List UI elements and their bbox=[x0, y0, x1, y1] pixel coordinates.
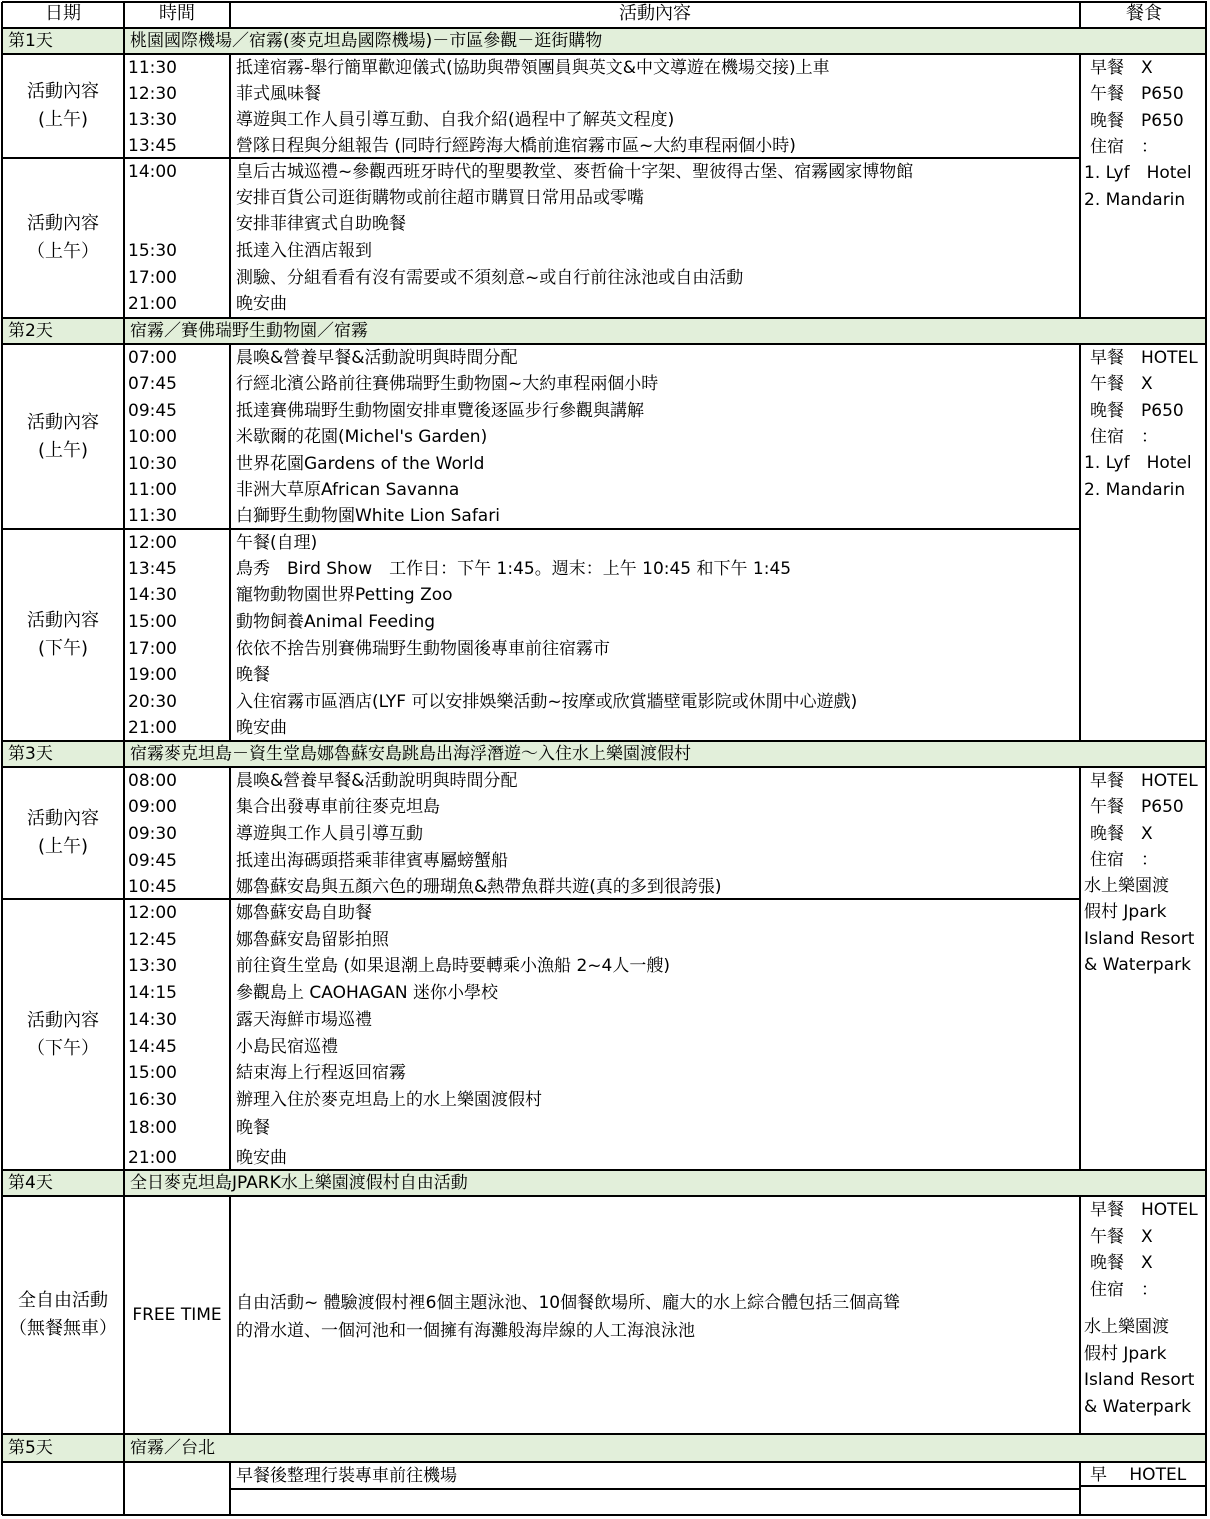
schedule-activity: 菲式風味餐 bbox=[236, 84, 321, 104]
block-label: 活動內容 (上午) bbox=[27, 412, 99, 461]
column-line bbox=[229, 344, 231, 741]
column-line bbox=[123, 54, 125, 318]
column-line bbox=[1205, 1462, 1207, 1515]
schedule-activity: 參觀島上 CAOHAGAN 迷你小學校 bbox=[236, 983, 499, 1003]
grid-line bbox=[1205, 741, 1207, 767]
schedule-activity: 前往資生堂島 (如果退潮上島時要轉乘小漁船 2~4人一艘) bbox=[236, 956, 670, 976]
meal-entry: 晚餐 X bbox=[1090, 824, 1153, 844]
meal-entry: 午餐 X bbox=[1090, 1227, 1153, 1247]
meal-entry: 1. Lyf Hotel bbox=[1084, 453, 1192, 473]
schedule-activity: 娜魯蘇安島自助餐 bbox=[236, 903, 372, 923]
day-label: 第2天 bbox=[8, 321, 53, 341]
schedule-time: 12:45 bbox=[128, 930, 177, 950]
schedule-time: 19:00 bbox=[128, 665, 177, 685]
column-line bbox=[1, 54, 3, 318]
header-column-line bbox=[1, 2, 3, 28]
column-line bbox=[1079, 767, 1081, 1170]
meal-entry: 早 HOTEL bbox=[1090, 1465, 1187, 1485]
column-line bbox=[1, 767, 3, 1170]
schedule-time: 09:45 bbox=[128, 851, 177, 871]
schedule-time: 21:00 bbox=[128, 1148, 177, 1168]
schedule-time: 11:30 bbox=[128, 58, 177, 78]
header-column-line bbox=[1205, 2, 1207, 28]
schedule-time: 20:30 bbox=[128, 692, 177, 712]
schedule-activity: 辦理入住於麥克坦島上的水上樂園渡假村 bbox=[236, 1090, 542, 1110]
meal-entry: 住宿 ： bbox=[1090, 137, 1158, 157]
schedule-activity: 集合出發專車前往麥克坦島 bbox=[236, 797, 440, 817]
schedule-activity: 小島民宿巡禮 bbox=[236, 1037, 338, 1057]
grid-line bbox=[1205, 1434, 1207, 1462]
meal-entry: 2. Mandarin bbox=[1084, 480, 1186, 500]
column-line bbox=[123, 344, 125, 741]
grid-line bbox=[1205, 28, 1207, 54]
day-label: 第5天 bbox=[8, 1438, 53, 1458]
block-label: 活動內容 (上午) bbox=[27, 81, 99, 130]
meal-entry: 早餐 HOTEL bbox=[1090, 771, 1198, 791]
column-line bbox=[229, 767, 231, 1170]
schedule-activity: 營隊日程與分組報告 (同時行經跨海大橋前進宿霧市區~大約車程兩個小時) bbox=[236, 136, 796, 156]
schedule-time: 11:30 bbox=[128, 506, 177, 526]
grid-line bbox=[123, 741, 125, 767]
schedule-activity: 鳥秀 Bird Show 工作日：下午 1:45。週末：上午 10:45 和下午 1:45 bbox=[236, 559, 792, 579]
schedule-time: 11:00 bbox=[128, 480, 177, 500]
schedule-activity: 依依不捨告別賽佛瑞野生動物園後專車前往宿霧市 bbox=[236, 639, 610, 659]
schedule-activity: 非洲大草原African Savanna bbox=[236, 480, 460, 500]
grid-line bbox=[1205, 318, 1207, 344]
header-meals: 餐食 bbox=[1126, 3, 1162, 24]
day-title: 宿霧／台北 bbox=[130, 1438, 215, 1458]
schedule-time: 15:00 bbox=[128, 1063, 177, 1083]
meal-entry: & Waterpark bbox=[1084, 955, 1191, 975]
meal-entry: 假村 Jpark bbox=[1084, 1344, 1167, 1364]
meal-entry: & Waterpark bbox=[1084, 1397, 1191, 1417]
meal-entry: 1. Lyf Hotel bbox=[1084, 163, 1192, 183]
grid-line bbox=[123, 318, 125, 344]
meal-entry: 早餐 HOTEL bbox=[1090, 1200, 1198, 1220]
schedule-activity: 自由活動~ 體驗渡假村裡6個主題泳池、10個餐飲場所、龐大的水上綜合體包括三個高聳 bbox=[236, 1293, 901, 1313]
day-title: 全日麥克坦島JPARK水上樂園渡假村自由活動 bbox=[130, 1173, 468, 1193]
column-line bbox=[123, 1196, 125, 1434]
meal-entry: Island Resort bbox=[1084, 929, 1195, 949]
schedule-time: 14:00 bbox=[128, 162, 177, 182]
day-title: 桃園國際機場／宿霧(麥克坦島國際機場)－市區參觀－逛街購物 bbox=[130, 31, 603, 51]
schedule-activity: 晨喚&營養早餐&活動說明與時間分配 bbox=[236, 771, 518, 791]
schedule-time: 13:30 bbox=[128, 110, 177, 130]
column-line bbox=[123, 1462, 125, 1515]
meal-entry: 早餐 HOTEL bbox=[1090, 348, 1198, 368]
schedule-activity: 娜魯蘇安島與五顏六色的珊瑚魚&熱帶魚群共遊(真的多到很誇張) bbox=[236, 877, 722, 897]
grid-line bbox=[123, 1170, 125, 1196]
block-label: 活動內容 （下午） bbox=[27, 1010, 99, 1059]
schedule-time: 10:45 bbox=[128, 877, 177, 897]
day-label: 第4天 bbox=[8, 1173, 53, 1193]
schedule-time: 07:00 bbox=[128, 348, 177, 368]
column-line bbox=[229, 1196, 231, 1434]
meal-entry: 水上樂園渡 bbox=[1084, 1317, 1169, 1337]
schedule-time: 14:45 bbox=[128, 1037, 177, 1057]
column-line bbox=[1, 1462, 3, 1515]
meal-entry: 早餐 X bbox=[1090, 58, 1153, 78]
meal-entry: 晚餐 P650 bbox=[1090, 401, 1184, 421]
table-top-border bbox=[2, 1, 1207, 3]
column-line bbox=[1, 344, 3, 741]
header-time: 時間 bbox=[159, 3, 195, 24]
schedule-time: 15:00 bbox=[128, 612, 177, 632]
schedule-time: 07:45 bbox=[128, 374, 177, 394]
schedule-activity: 晚餐 bbox=[236, 665, 270, 685]
schedule-time: 12:00 bbox=[128, 903, 177, 923]
meal-entry: 住宿 ： bbox=[1090, 850, 1158, 870]
header-date: 日期 bbox=[45, 3, 81, 24]
schedule-activity: 娜魯蘇安島留影拍照 bbox=[236, 930, 389, 950]
day-label: 第3天 bbox=[8, 744, 53, 764]
header-column-line bbox=[1079, 2, 1081, 28]
header-column-line bbox=[229, 2, 231, 28]
meal-entry: 住宿 ： bbox=[1090, 427, 1158, 447]
schedule-activity: 寵物動物園世界Petting Zoo bbox=[236, 585, 453, 605]
schedule-activity: 午餐(自理) bbox=[236, 533, 318, 553]
header-column-line bbox=[123, 2, 125, 28]
schedule-time: 09:45 bbox=[128, 401, 177, 421]
column-line bbox=[1, 1196, 3, 1434]
column-line bbox=[1205, 767, 1207, 1170]
grid-line bbox=[123, 1434, 125, 1462]
header-activity: 活動內容 bbox=[619, 3, 691, 24]
schedule-activity: 結束海上行程返回宿霧 bbox=[236, 1063, 406, 1083]
meal-entry: 假村 Jpark bbox=[1084, 902, 1167, 922]
schedule-time: 21:00 bbox=[128, 718, 177, 738]
block-label: 活動內容 (下午) bbox=[27, 610, 99, 659]
schedule-activity: 導遊與工作人員引導互動 bbox=[236, 824, 423, 844]
schedule-time: 14:30 bbox=[128, 1010, 177, 1030]
schedule-time: 13:45 bbox=[128, 136, 177, 156]
day-label: 第1天 bbox=[8, 31, 53, 51]
schedule-activity: 米歇爾的花園(Michel's Garden) bbox=[236, 427, 488, 447]
grid-line bbox=[1, 1170, 3, 1196]
meal-entry: 午餐 X bbox=[1090, 374, 1153, 394]
column-line bbox=[1205, 54, 1207, 318]
schedule-activity: 白獅野生動物園White Lion Safari bbox=[236, 506, 500, 526]
block-label: 活動內容 （上午） bbox=[27, 213, 99, 262]
schedule-time: 13:45 bbox=[128, 559, 177, 579]
schedule-time: 12:00 bbox=[128, 533, 177, 553]
schedule-activity: 入住宿霧市區酒店(LYF 可以安排娛樂活動~按摩或欣賞牆壁電影院或休閒中心遊戲) bbox=[236, 692, 858, 712]
schedule-activity: 行經北濱公路前往賽佛瑞野生動物園~大約車程兩個小時 bbox=[236, 374, 659, 394]
schedule-activity: 抵達出海碼頭搭乘菲律賓專屬螃蟹船 bbox=[236, 851, 508, 871]
schedule-activity: 早餐後整理行裝專車前往機場 bbox=[236, 1466, 457, 1486]
schedule-time: 15:30 bbox=[128, 241, 177, 261]
schedule-activity: 安排菲律賓式自助晚餐 bbox=[236, 214, 406, 234]
schedule-activity: 抵達入住酒店報到 bbox=[236, 241, 372, 261]
schedule-activity: 晚餐 bbox=[236, 1118, 270, 1138]
schedule-activity: 晚安曲 bbox=[236, 294, 287, 314]
schedule-time: 14:30 bbox=[128, 585, 177, 605]
meal-entry: 午餐 P650 bbox=[1090, 797, 1184, 817]
schedule-time: 16:30 bbox=[128, 1090, 177, 1110]
schedule-activity: 露天海鮮市場巡禮 bbox=[236, 1010, 372, 1030]
schedule-time: 10:00 bbox=[128, 427, 177, 447]
schedule-time: 12:30 bbox=[128, 84, 177, 104]
day-title: 宿霧／賽佛瑞野生動物園／宿霧 bbox=[130, 321, 368, 341]
column-line bbox=[123, 767, 125, 1170]
schedule-time: 09:00 bbox=[128, 797, 177, 817]
meal-entry: 晚餐 P650 bbox=[1090, 111, 1184, 131]
schedule-activity: 抵達賽佛瑞野生動物園安排車覽後逐區步行參觀與講解 bbox=[236, 401, 644, 421]
column-line bbox=[229, 54, 231, 318]
schedule-activity: 導遊與工作人員引導互動、自我介紹(過程中了解英文程度) bbox=[236, 110, 675, 130]
column-line bbox=[1205, 344, 1207, 741]
grid-line bbox=[1, 741, 3, 767]
schedule-activity: 的滑水道、一個河池和一個擁有海灘般海岸線的人工海浪泳池 bbox=[236, 1321, 695, 1341]
schedule-time: 10:30 bbox=[128, 454, 177, 474]
column-line bbox=[1079, 344, 1081, 741]
table-bottom-border bbox=[2, 1514, 1207, 1516]
schedule-activity: 晚安曲 bbox=[236, 718, 287, 738]
meal-entry: Island Resort bbox=[1084, 1370, 1195, 1390]
grid-line bbox=[1, 318, 3, 344]
grid-line bbox=[123, 28, 125, 54]
schedule-activity: 皇后古城巡禮~參觀西班牙時代的聖嬰教堂、麥哲倫十字架、聖彼得古堡、宿霧國家博物館 bbox=[236, 162, 914, 182]
column-line bbox=[1079, 1196, 1081, 1434]
schedule-activity: 世界花園Gardens of the World bbox=[236, 454, 485, 474]
activity-inner-line bbox=[230, 1488, 1081, 1490]
day-title: 宿霧麥克坦島－資生堂島娜魯蘇安島跳島出海浮潛遊～入住水上樂園渡假村 bbox=[130, 744, 691, 764]
schedule-time: 21:00 bbox=[128, 294, 177, 314]
schedule-activity: 抵達宿霧-舉行簡單歡迎儀式(協助與帶領團員與英文&中文導遊在機場交接)上車 bbox=[236, 58, 830, 78]
schedule-time: 14:15 bbox=[128, 983, 177, 1003]
block-label: 全自由活動 （無餐無車） bbox=[9, 1290, 117, 1339]
meal-entry: 2. Mandarin bbox=[1084, 190, 1186, 210]
schedule-time: 09:30 bbox=[128, 824, 177, 844]
grid-line bbox=[1, 1434, 3, 1462]
schedule-activity: 測驗、分組看看有沒有需要或不須刻意~或自行前往泳池或自由活動 bbox=[236, 268, 744, 288]
column-line bbox=[1079, 54, 1081, 318]
schedule-time: 17:00 bbox=[128, 268, 177, 288]
block-label: 活動內容 (上午) bbox=[27, 808, 99, 857]
meal-entry: 住宿 ： bbox=[1090, 1280, 1158, 1300]
schedule-time: 18:00 bbox=[128, 1118, 177, 1138]
grid-line bbox=[1205, 1170, 1207, 1196]
schedule-activity: 動物飼養Animal Feeding bbox=[236, 612, 436, 632]
schedule-time: 08:00 bbox=[128, 771, 177, 791]
schedule-activity: 晚安曲 bbox=[236, 1148, 287, 1168]
meals-inner-line bbox=[1080, 1485, 1207, 1487]
grid-line bbox=[1, 28, 3, 54]
schedule-activity: 晨喚&營養早餐&活動說明與時間分配 bbox=[236, 348, 518, 368]
schedule-time: 13:30 bbox=[128, 956, 177, 976]
meal-entry: 水上樂園渡 bbox=[1084, 876, 1169, 896]
meal-entry: 午餐 P650 bbox=[1090, 84, 1184, 104]
schedule-time: FREE TIME bbox=[132, 1305, 222, 1325]
meal-entry: 晚餐 X bbox=[1090, 1253, 1153, 1273]
schedule-activity: 安排百貨公司逛街購物或前往超市購買日常用品或零嘴 bbox=[236, 188, 644, 208]
schedule-time: 17:00 bbox=[128, 639, 177, 659]
column-line bbox=[1205, 1196, 1207, 1434]
